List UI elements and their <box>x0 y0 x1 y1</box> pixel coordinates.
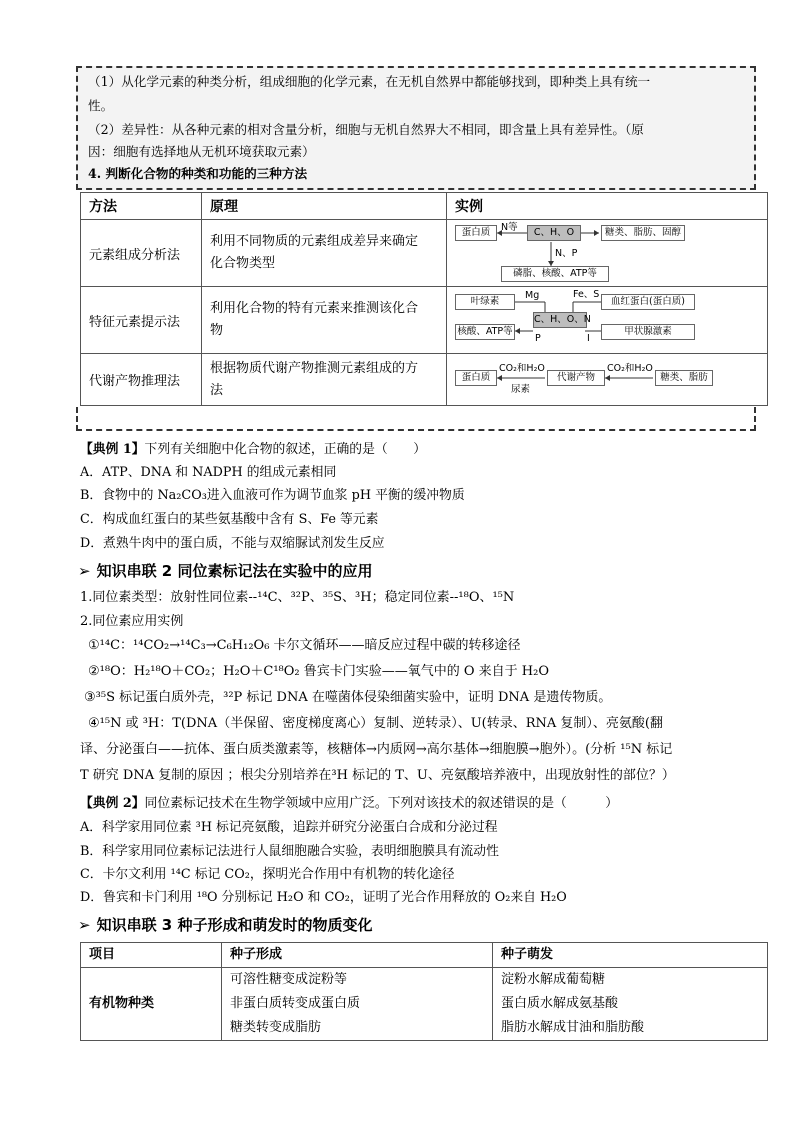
example-cell <box>447 354 768 406</box>
diagram-box-nucleic: 磷脂、核酸、ATP等 <box>501 266 609 282</box>
principle-line: 法 <box>210 382 224 398</box>
diagram-box-hemoglobin: 血红蛋白(蛋白质) <box>601 294 695 310</box>
example2-option-b: B．科学家用同位素标记法进行人鼠细胞融合实验，表明细胞膜具有流动性 <box>80 844 499 859</box>
list-item: 蛋白质水解成氨基酸 <box>501 996 619 1011</box>
diagram-label-urea: 尿素 <box>511 383 531 395</box>
diagram-box-chlorophyll: 叶绿素 <box>455 294 515 310</box>
germination-cell <box>493 968 768 1041</box>
section3-heading <box>78 914 372 935</box>
box-line-5: 4. 判断化合物的种类和功能的三种方法 <box>88 166 308 181</box>
list-item: 淀粉水解成葡萄糖 <box>501 972 606 987</box>
diagram-label-np: N、P <box>555 248 578 259</box>
example2-option-c: C．卡尔文利用 ¹⁴C 标记 CO₂，探明光合作用中有机物的转化途径 <box>80 867 455 882</box>
seed-table <box>80 942 768 1041</box>
section3-title: 知识串联 3 种子形成和萌发时的物质变化 <box>96 916 373 934</box>
box-line-2: 性。 <box>88 98 114 113</box>
principle-line: 利用不同物质的元素组成差异来确定 <box>210 234 419 249</box>
principle-cell <box>202 287 447 354</box>
summary-box <box>76 66 756 190</box>
example-cell <box>447 287 768 354</box>
header-method: 方法 <box>81 193 202 220</box>
example2-option-a: A．科学家用同位素 ³H 标记亮氨酸，追踪并研究分泌蛋白合成和分泌过程 <box>80 820 498 835</box>
method-cell: 代谢产物推理法 <box>81 354 202 406</box>
box-line-3: （2）差异性：从各种元素的相对含量分析，细胞与无机自然界大不相同，即含量上具有差异性。（原 <box>88 122 644 137</box>
diagram-label-mg: Mg <box>525 290 540 301</box>
diagram-box-sugar-fat: 糖类、脂肪 <box>655 370 713 386</box>
principle-line: 利用化合物的特有元素来推测该化合 <box>210 301 419 316</box>
list-item: 糖类转变成脂肪 <box>230 1020 322 1035</box>
diagram-box-metabolite: 代谢产物 <box>547 370 605 386</box>
diagram-label-fes: Fe、S <box>573 289 600 300</box>
example1-stem: 下列有关细胞中化合物的叙述，正确的是（ ） <box>144 442 427 457</box>
section2-heading <box>78 560 372 581</box>
principle-line: 根据物质代谢产物推测元素组成的方 <box>210 360 419 376</box>
section2-line-4: ②¹⁸O：H₂¹⁸O＋CO₂；H₂O＋C¹⁸O₂ 鲁宾卡门实验——氧气中的 O 来自于 H₂O <box>88 664 550 679</box>
header-principle: 原理 <box>202 193 447 220</box>
header-germination: 种子萌发 <box>493 943 768 968</box>
diagram-label-i: I <box>587 333 590 344</box>
example1-tag: 【典例 1】 <box>80 442 145 457</box>
box-line-1: （1）从化学元素的种类分析，组成细胞的化学元素，在无机自然界中都能够找到，即种类上具有统一 <box>88 74 651 89</box>
example2-stem-line <box>80 794 618 814</box>
section2-line-2: 2.同位素应用实例 <box>80 614 184 629</box>
diagram-label-co2h2o: CO₂和H₂O <box>499 362 545 374</box>
diagram-label-p: P <box>535 333 541 344</box>
example1-stem-line <box>80 440 426 460</box>
principle-line: 化合物类型 <box>210 256 276 271</box>
header-item: 项目 <box>81 943 222 968</box>
diagram-label-n: N等 <box>501 222 518 233</box>
metabolite-diagram <box>453 360 761 400</box>
principle-cell <box>202 220 447 287</box>
feature-element-diagram <box>453 289 761 351</box>
diagram-box-cho: C、H、O <box>527 225 581 241</box>
section2-line-1: 1.同位素类型：放射性同位素--¹⁴C、³²P、³⁵S、³H；稳定同位素--¹⁸O、¹⁵N <box>80 590 515 605</box>
element-analysis-diagram <box>453 222 761 284</box>
row-label: 有机物种类 <box>81 968 222 1041</box>
methods-table-header <box>81 193 768 220</box>
formation-cell <box>222 968 493 1041</box>
summary-box-bottom <box>76 407 756 431</box>
diagram-box-protein: 蛋白质 <box>455 225 497 241</box>
example1-option-d: D．煮熟牛肉中的蛋白质，不能与双缩脲试剂发生反应 <box>80 536 385 551</box>
arrow-bullet-icon: ➢ <box>78 562 91 580</box>
example1-option-c: C．构成血红蛋白的某些氨基酸中含有 S、Fe 等元素 <box>80 512 379 527</box>
diagram-box-lipids: 糖类、脂肪、固醇 <box>601 225 685 241</box>
example2-stem: 同位素标记技术在生物学领域中应用广泛。下列对该技术的叙述错误的是（ ） <box>144 796 619 811</box>
diagram-box-chon: C、H、O、N <box>533 312 587 328</box>
box-line-4: 因：细胞有选择地从无机环境获取元素） <box>88 144 315 159</box>
list-item: 脂肪水解成甘油和脂肪酸 <box>501 1020 645 1035</box>
header-formation: 种子形成 <box>222 943 493 968</box>
section2-title: 知识串联 2 同位素标记法在实验中的应用 <box>96 562 373 580</box>
table-row <box>81 220 768 287</box>
diagram-box-protein: 蛋白质 <box>455 370 497 386</box>
principle-line: 物 <box>210 323 224 338</box>
diagram-box-nucleic-atp: 核酸、ATP等 <box>455 324 515 340</box>
method-cell: 元素组成分析法 <box>81 220 202 287</box>
table-row <box>81 354 768 406</box>
example-cell <box>447 220 768 287</box>
method-cell: 特征元素提示法 <box>81 287 202 354</box>
section2-line-7: 译、分泌蛋白——抗体、蛋白质类激素等，核糖体→内质网→高尔基体→细胞膜→胞外）。(分析 ¹⁵N 标记 <box>80 742 673 757</box>
methods-table <box>80 192 768 406</box>
example2-option-d: D．鲁宾和卡门利用 ¹⁸O 分别标记 H₂O 和 CO₂，证明了光合作用释放的 O₂来自 H₂O <box>80 890 567 905</box>
diagram-label-co2h2o: CO₂和H₂O <box>607 362 653 374</box>
example1-option-a: A．ATP、DNA 和 NADPH 的组成元素相同 <box>80 465 337 480</box>
example2-tag: 【典例 2】 <box>80 796 145 811</box>
table-row <box>81 287 768 354</box>
table-row <box>81 968 768 1041</box>
section2-line-5: ③³⁵S 标记蛋白质外壳，³²P 标记 DNA 在噬菌体侵染细菌实验中，证明 DNA 是遗传物质。 <box>84 690 612 705</box>
seed-table-header <box>81 943 768 968</box>
section2-line-8: T 研究 DNA 复制的原因 ；根尖分别培养在³H 标记的 T、U、亮氨酸培养液中，出现放射性的部位？） <box>80 768 675 783</box>
list-item: 可溶性糖变成淀粉等 <box>230 972 348 987</box>
section2-line-6: ④¹⁵N 或 ³H：T(DNA（半保留、密度梯度离心）复制、逆转录）、U(转录、RNA 复制）、亮氨酸(翻 <box>88 716 663 731</box>
header-example: 实例 <box>447 193 768 220</box>
arrow-bullet-icon: ➢ <box>78 916 91 934</box>
principle-cell <box>202 354 447 406</box>
example1-option-b: B．食物中的 Na₂CO₃进入血液可作为调节血浆 pH 平衡的缓冲物质 <box>80 488 465 503</box>
section2-line-3: ①¹⁴C：¹⁴CO₂→¹⁴C₃→C₆H₁₂O₆ 卡尔文循环——暗反应过程中碳的转移途径 <box>88 638 521 653</box>
diagram-box-thyroxine: 甲状腺激素 <box>601 324 695 340</box>
list-item: 非蛋白质转变成蛋白质 <box>230 996 361 1011</box>
